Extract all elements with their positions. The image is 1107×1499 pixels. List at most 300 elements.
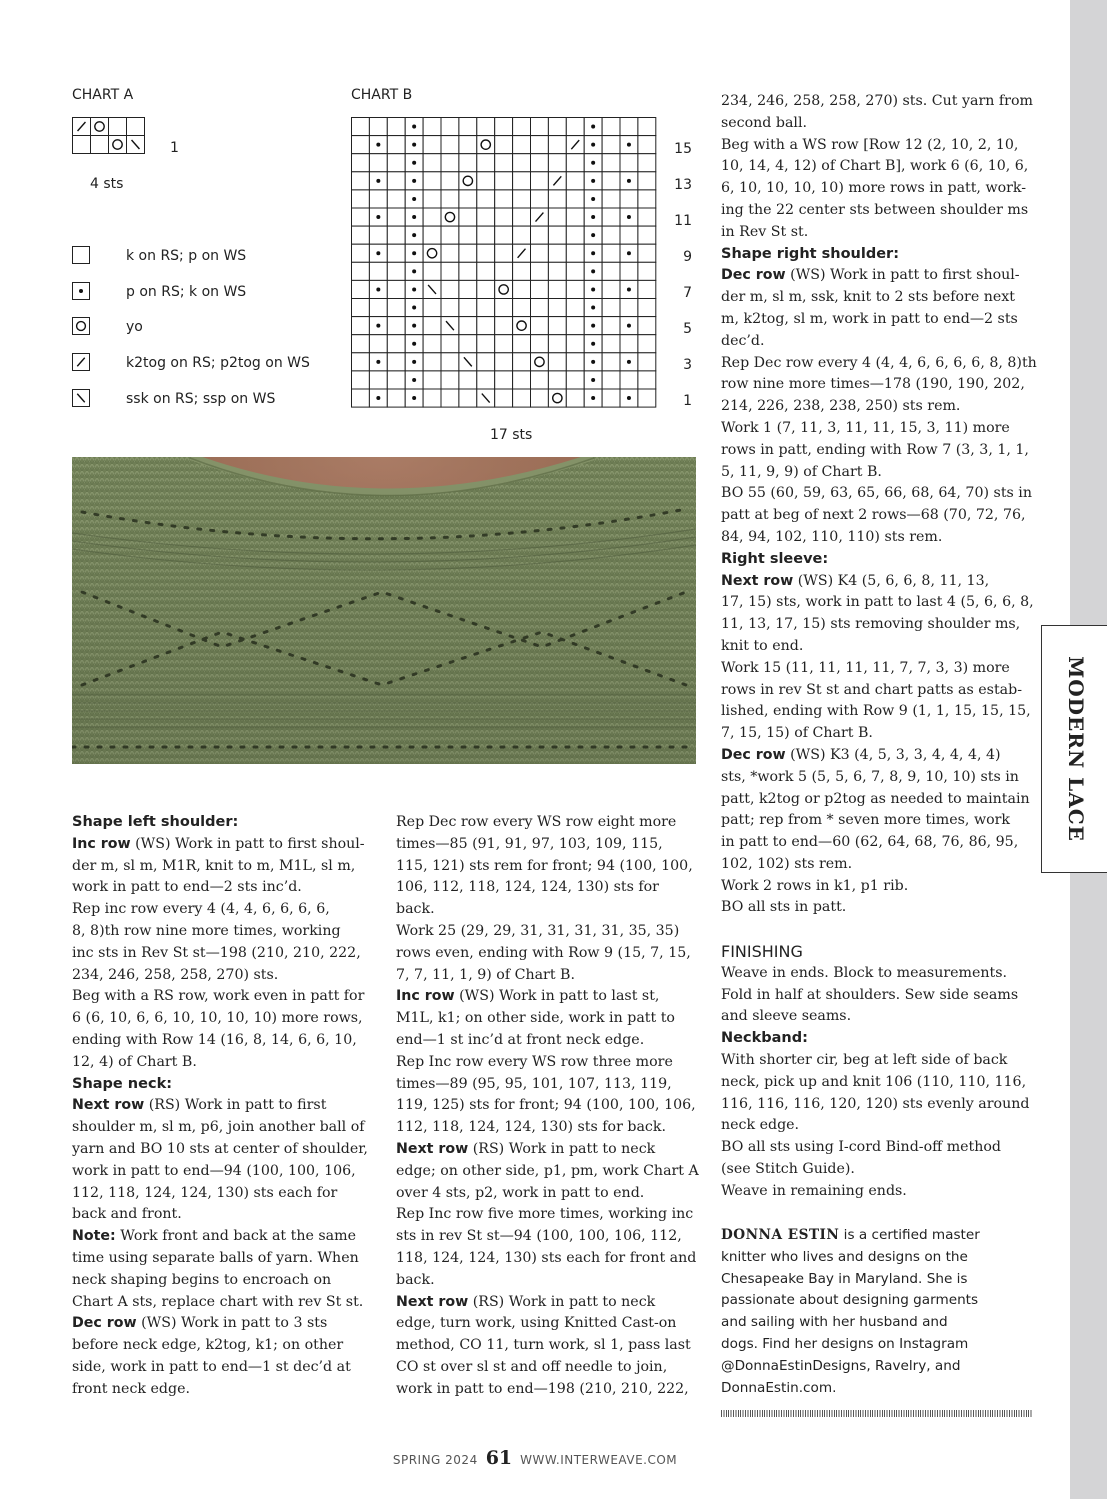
chart-b-cell [566, 371, 584, 389]
chart-b-cell [495, 299, 513, 317]
chart-b-cell [602, 299, 620, 317]
chart-b-cell [531, 172, 549, 190]
knitted-yoke-photo [72, 457, 696, 764]
chart-b-cell [531, 136, 549, 154]
purl-symbol [591, 233, 595, 237]
instruction-paragraph: Work 1 (7, 11, 3, 11, 11, 15, 3, 11) more rows in patt, ending with Row 7 (3, 3, 1, 1, 5, 11, 9, 9) of Chart B. [721, 419, 1029, 480]
chart-b-cell [477, 335, 495, 353]
footer-issue: SPRING 2024 [392, 1453, 478, 1467]
purl-symbol [591, 215, 595, 219]
purl-symbol [591, 269, 595, 273]
chart-b-cell [387, 389, 405, 407]
chart-b-cell [638, 154, 656, 172]
chart-b-row-number: 3 [683, 357, 692, 373]
chart-b-cell [423, 244, 441, 262]
purl-symbol [412, 161, 416, 165]
chart-b-cell [477, 208, 495, 226]
chart-b-cell [566, 154, 584, 172]
purl-symbol [591, 306, 595, 310]
instruction-paragraph: Weave in ends. Block to measurements. Fold in half at shoulders. Sew side seams and sleeve seams. [721, 964, 1019, 1025]
chart-b-cell [513, 226, 531, 244]
chart-b-cell [477, 154, 495, 172]
purl-symbol [627, 251, 631, 255]
instruction-paragraph: Beg with a RS row, work even in patt for 6 (6, 10, 6, 6, 10, 10, 10, 10) more rows, ending with Row 14 (16, 8, 14, 6, 6, 10, 12, 4) of Chart B. [72, 988, 365, 1070]
spacer [721, 919, 1041, 941]
chart-b-cell [387, 335, 405, 353]
chart-b-cell [513, 208, 531, 226]
chart-b-cell [638, 262, 656, 280]
chart-b-cell [459, 244, 477, 262]
chart-b-row-number: 5 [683, 321, 692, 337]
chart-b-row-number: 7 [683, 285, 692, 301]
instructions-column-3 [721, 91, 1041, 1203]
chart-b-cell [602, 208, 620, 226]
chart-b-cell [531, 154, 549, 172]
purl-symbol [591, 161, 595, 165]
designer-bio-text: is a certified master knitter who lives and designs on the Chesapeake Bay in Maryland. She is passionate about designing garments and sailing with her husband and dogs. Find her designs on Instagram @DonnaEstinDesigns, Ravelry, and DonnaEstin.com. [721, 1227, 980, 1396]
chart-b-cell [566, 262, 584, 280]
instruction-lead: Note: [72, 1228, 116, 1245]
chart-b-cell [477, 280, 495, 298]
chart-b-cell [531, 317, 549, 335]
chart-b-cell [513, 389, 531, 407]
purl-symbol [591, 197, 595, 201]
instruction-paragraph: BO all sts using I-cord Bind-off method (see Stitch Guide). [721, 1139, 1002, 1178]
chart-b-cell [352, 244, 370, 262]
instruction-paragraph: 234, 246, 258, 258, 270) sts. Cut yarn from second ball. [721, 93, 1033, 131]
instruction-paragraph: Rep Dec row every WS row eight more times—85 (91, 91, 97, 103, 109, 115, 115, 121) sts rem for front; 94 (100, 100, 106, 112, 118, 124, 124, 130) sts for back. [396, 814, 693, 918]
chart-b-cell [441, 371, 459, 389]
chart-b-cell [548, 208, 566, 226]
chart-b-cell [620, 226, 638, 244]
designer-bio [721, 1225, 1041, 1399]
purl-symbol [376, 251, 380, 255]
chart-b-cell [352, 353, 370, 371]
purl-symbol [591, 324, 595, 328]
chart-b-cell [495, 353, 513, 371]
purl-symbol [591, 396, 595, 400]
chart-b-cell [620, 371, 638, 389]
chart-b-title: CHART B [351, 87, 413, 103]
instruction-paragraph: Work 15 (11, 11, 11, 11, 7, 7, 3, 3) more rows in rev St st and chart patts as estab- lished, ending with Row 9 (1, 1, 15, 15, 15, 7, 15, 15) of Chart B. [721, 659, 1031, 742]
chart-b-cell [459, 136, 477, 154]
chart-b-cell [387, 280, 405, 298]
chart-b-cell [566, 280, 584, 298]
chart-b-cell [513, 262, 531, 280]
chart-b-cell [352, 136, 370, 154]
instruction-paragraph: Dec row (WS) Work in patt to first shoul- der m, sl m, ssk, knit to 2 sts before next m, k2tog, sl m, work in patt to end—2 sts dec’d. [721, 267, 1020, 349]
purl-symbol [412, 215, 416, 219]
instruction-lead: Inc row [72, 835, 131, 852]
instruction-paragraph: Work 25 (29, 29, 31, 31, 31, 31, 35, 35) rows even, ending with Row 9 (15, 7, 15, 7, 7, 11, 1, 9) of Chart B. [396, 922, 691, 983]
purl-symbol [412, 306, 416, 310]
purl-symbol [376, 143, 380, 147]
instruction-paragraph: Next row (RS) Work in patt to neck edge, turn work, using Knitted Cast-on method, CO 11, turn work, sl 1, pass last CO st over sl st and off needle to join, work in patt to end—198 (210, 210, 222, [396, 1293, 691, 1397]
chart-a-cell [127, 118, 145, 136]
chart-b-cell [387, 172, 405, 190]
chart-b-cell [602, 335, 620, 353]
chart-b-cell [495, 317, 513, 335]
chart-b-cell [602, 389, 620, 407]
chart-b-cell [459, 335, 477, 353]
instruction-paragraph: Rep inc row every 4 (4, 4, 6, 6, 6, 6, 8, 8)th row nine more times, working inc sts in Rev St st—198 (210, 210, 222, 234, 246, 258, 258, 270) sts. [72, 901, 361, 983]
section-heading: FINISHING [721, 942, 803, 962]
chart-b-cell [441, 389, 459, 407]
footer-url: WWW.INTERWEAVE.COM [520, 1453, 678, 1467]
purl-symbol [591, 360, 595, 364]
chart-b-cell [352, 262, 370, 280]
purl-symbol [627, 287, 631, 291]
chart-b-cell [423, 317, 441, 335]
chart-b-cell [369, 371, 387, 389]
chart-b-cell [638, 335, 656, 353]
chart-b-cell [495, 244, 513, 262]
legend-p-icon [72, 282, 92, 302]
chart-b-cell [441, 262, 459, 280]
chart-b-cell [620, 262, 638, 280]
legend-label: k on RS; p on WS [126, 248, 247, 264]
chart-b-cell [352, 208, 370, 226]
instruction-paragraph: Dec row (WS) Work in patt to 3 sts before neck edge, k2tog, k1; on other side, work in patt to end—1 st dec’d at front neck edge. [72, 1315, 351, 1397]
chart-b-cell [387, 154, 405, 172]
chart-b-cell [495, 371, 513, 389]
chart-b-cell [566, 317, 584, 335]
chart-b-cell [423, 136, 441, 154]
chart-b-cell [495, 172, 513, 190]
legend-item [72, 317, 372, 337]
chart-b-cell [477, 172, 495, 190]
chart-b-cell [602, 172, 620, 190]
chart-b-cell [441, 299, 459, 317]
chart-a-cell [109, 118, 127, 136]
purl-symbol [412, 197, 416, 201]
chart-b-cell [638, 244, 656, 262]
purl-symbol [591, 342, 595, 346]
chart-a-cell [73, 136, 91, 154]
chart-b-cell [459, 118, 477, 136]
section-tab [1041, 625, 1107, 873]
chart-b-row-number: 11 [674, 213, 692, 229]
instruction-lead: Next row [396, 1293, 469, 1310]
chart-b-cell [387, 190, 405, 208]
chart-b-cell [423, 154, 441, 172]
chart-b-cell [531, 190, 549, 208]
instruction-paragraph: Inc row (WS) Work in patt to first shoul- der m, sl m, M1R, knit to m, M1L, sl m, work in patt to end—2 sts inc’d. [72, 835, 365, 896]
chart-b-cell [513, 190, 531, 208]
instruction-lead: Dec row [72, 1315, 137, 1332]
instruction-paragraph: Work 2 rows in k1, p1 rib. [721, 877, 909, 894]
instruction-lead: Dec row [721, 267, 786, 284]
chart-b-cell [566, 389, 584, 407]
instruction-paragraph: Next row (RS) Work in patt to neck edge; on other side, p1, pm, work Chart A over 4 sts, p2, work in patt to end. [396, 1140, 699, 1201]
chart-a-row-number: 1 [170, 140, 179, 156]
instruction-lead: Dec row [721, 746, 786, 763]
chart-b-cell [495, 208, 513, 226]
chart-b-cell [477, 371, 495, 389]
chart-b-cell [477, 190, 495, 208]
chart-b-cell [531, 262, 549, 280]
chart-b-cell [352, 371, 370, 389]
chart-b-cell [638, 353, 656, 371]
chart-b-cell [495, 136, 513, 154]
chart-b-cell [548, 190, 566, 208]
chart-b-cell [459, 226, 477, 244]
purl-symbol [591, 287, 595, 291]
chart-b-cell [477, 299, 495, 317]
legend-label: yo [126, 319, 143, 336]
chart-a-cell [91, 118, 109, 136]
purl-symbol [412, 233, 416, 237]
chart-b-cell [369, 262, 387, 280]
instruction-paragraph: Next row (WS) K4 (5, 6, 6, 8, 11, 13, 17, 15) sts, work in patt to last 4 (5, 6, 6, 8, 11, 13, 17, 15) sts removing shoulder ms, knit to end. [721, 572, 1034, 654]
chart-b-cell [531, 335, 549, 353]
chart-b-cell [459, 299, 477, 317]
instruction-lead: Next row [396, 1140, 469, 1157]
chart-b-cell [352, 226, 370, 244]
chart-b-cell [441, 172, 459, 190]
chart-b-cell [369, 118, 387, 136]
chart-b-cell [423, 208, 441, 226]
chart-b-cell [423, 335, 441, 353]
subsection-heading: Right sleeve: [721, 550, 829, 567]
chart-b-cell [638, 299, 656, 317]
chart-b-cell [548, 262, 566, 280]
instruction-paragraph: Weave in remaining ends. [721, 1182, 907, 1199]
chart-b-width-label: 17 sts [490, 427, 533, 443]
chart-b-cell [638, 226, 656, 244]
legend-item [72, 389, 372, 409]
chart-b-cell [387, 208, 405, 226]
chart-b-cell [387, 353, 405, 371]
chart-b-cell [352, 154, 370, 172]
chart-b-cell [369, 335, 387, 353]
chart-a-cell [91, 136, 109, 154]
purl-symbol [412, 251, 416, 255]
chart-b-cell [477, 262, 495, 280]
chart-b-row-number: 9 [683, 249, 692, 265]
chart-b-cell [459, 371, 477, 389]
chart-b-cell [459, 280, 477, 298]
chart-b-cell [548, 136, 566, 154]
chart-b-cell [441, 118, 459, 136]
purl-symbol [412, 378, 416, 382]
legend-label: k2tog on RS; p2tog on WS [126, 355, 310, 372]
instruction-paragraph: With shorter cir, beg at left side of back neck, pick up and knit 106 (110, 110, 116, 116, 116, 116, 120, 120) sts evenly around neck edge. [721, 1052, 1030, 1134]
purl-symbol [412, 143, 416, 147]
chart-b-cell [369, 190, 387, 208]
chart-b-cell [620, 190, 638, 208]
instruction-paragraph: BO 55 (60, 59, 63, 65, 66, 68, 64, 70) sts in patt at beg of next 2 rows—68 (70, 72, 76, 84, 94, 102, 110, 110) sts rem. [721, 485, 1032, 545]
instruction-paragraph: Inc row (WS) Work in patt to last st, M1L, k1; on other side, work in patt to end—1 st inc’d at front neck edge. [396, 988, 675, 1048]
chart-b-cell [387, 299, 405, 317]
chart-b-cell [387, 244, 405, 262]
chart-b-cell [566, 244, 584, 262]
chart-b-cell [423, 190, 441, 208]
instruction-paragraph: Note: Work front and back at the same time using separate balls of yarn. When neck shaping begins to encroach on Chart A sts, replace chart with rev St st. [72, 1228, 364, 1310]
chart-b-cell [477, 244, 495, 262]
chart-b-cell [459, 208, 477, 226]
purl-symbol [376, 215, 380, 219]
chart-b-cell [513, 299, 531, 317]
chart-b-cell [602, 136, 620, 154]
chart-b-row-number: 1 [683, 393, 692, 409]
chart-b-cell [638, 280, 656, 298]
chart-b-cell [548, 226, 566, 244]
chart-b-cell [352, 389, 370, 407]
chart-b-cell [423, 353, 441, 371]
chart-b-cell [602, 118, 620, 136]
subsection-heading: Shape left shoulder: [72, 814, 239, 830]
chart-b-cell [602, 280, 620, 298]
chart-b-cell [495, 190, 513, 208]
legend-item [72, 282, 372, 302]
chart-b-cell [531, 389, 549, 407]
chart-b-cell [531, 299, 549, 317]
chart-b-cell [477, 353, 495, 371]
legend-item [72, 246, 372, 266]
chart-b-cell [531, 280, 549, 298]
chart-b-cell [495, 118, 513, 136]
chart-b-cell [548, 299, 566, 317]
purl-symbol [412, 324, 416, 328]
chart-b-cell [459, 262, 477, 280]
chart-a-cell [109, 136, 127, 154]
chart-b-cell [459, 172, 477, 190]
chart-b-cell [423, 299, 441, 317]
chart-b-cell [548, 371, 566, 389]
chart-b-cell [513, 154, 531, 172]
chart-b-cell [638, 136, 656, 154]
chart-b-cell [638, 172, 656, 190]
chart-b-cell [638, 389, 656, 407]
chart-b-cell [548, 317, 566, 335]
chart-b-cell [477, 226, 495, 244]
chart-b-cell [477, 136, 495, 154]
chart-b-cell [602, 371, 620, 389]
chart-b-cell [548, 244, 566, 262]
chart-b-cell [495, 154, 513, 172]
purl-symbol [627, 179, 631, 183]
page-footer [0, 1447, 1070, 1469]
chart-b-cell [548, 118, 566, 136]
chart-b-cell [548, 389, 566, 407]
instruction-lead: Inc row [396, 988, 455, 1005]
chart-b-cell [620, 154, 638, 172]
purl-symbol [591, 179, 595, 183]
chart-b-cell [513, 280, 531, 298]
chart-b-cell [513, 317, 531, 335]
instruction-paragraph: Rep Inc row five more times, working inc sts in rev St st—94 (100, 100, 106, 112, 118, 124, 124, 130) sts each for front and back. [396, 1206, 697, 1288]
chart-b-cell [548, 280, 566, 298]
chart-b-cell [441, 353, 459, 371]
chart-b-cell [423, 389, 441, 407]
chart-b-cell [602, 244, 620, 262]
chart-b-cell [387, 226, 405, 244]
chart-b-row-number: 15 [674, 141, 692, 157]
purl-symbol [412, 360, 416, 364]
chart-b-cell [548, 353, 566, 371]
chart-b-cell [387, 136, 405, 154]
purl-symbol [627, 360, 631, 364]
chart-a-grid [72, 117, 146, 155]
chart-b-cell [513, 172, 531, 190]
chart-b-cell [531, 118, 549, 136]
chart-b-cell [495, 226, 513, 244]
chart-b-cell [459, 317, 477, 335]
chart-b-cell [566, 190, 584, 208]
chart-b-cell [566, 335, 584, 353]
chart-b-cell [441, 280, 459, 298]
legend-label: p on RS; k on WS [126, 283, 247, 300]
purl-symbol [79, 289, 83, 293]
purl-symbol [627, 143, 631, 147]
chart-b-cell [638, 190, 656, 208]
end-rule [721, 1410, 1033, 1417]
purl-symbol [627, 396, 631, 400]
chart-b-cell [566, 299, 584, 317]
instruction-paragraph: Next row (RS) Work in patt to first shoulder m, sl m, p6, join another ball of yarn and BO 10 sts at center of shoulder, work in patt to end—94 (100, 100, 106, 112, 118, 124, 124, 130) sts each for back and front. [72, 1097, 368, 1223]
chart-b-cell [495, 335, 513, 353]
chart-b-cell [602, 154, 620, 172]
chart-b-cell [513, 335, 531, 353]
purl-symbol [412, 342, 416, 346]
chart-b-cell [441, 226, 459, 244]
chart-b-cell [638, 317, 656, 335]
chart-b-cell [423, 226, 441, 244]
chart-b-cell [352, 190, 370, 208]
chart-b-cell [513, 118, 531, 136]
chart-b-cell [495, 280, 513, 298]
chart-b-cell [602, 226, 620, 244]
instruction-paragraph: BO all sts in patt. [721, 899, 847, 916]
chart-b-cell [602, 190, 620, 208]
chart-b-cell [387, 371, 405, 389]
purl-symbol [376, 287, 380, 291]
chart-b-cell [352, 299, 370, 317]
chart-b-cell [423, 172, 441, 190]
purl-symbol [591, 125, 595, 129]
instruction-lead: Next row [721, 572, 794, 589]
designer-name: DONNA ESTIN [721, 1227, 840, 1243]
instruction-paragraph: Dec row (WS) K3 (4, 5, 3, 3, 4, 4, 4, 4) sts, *work 5 (5, 5, 6, 7, 8, 9, 10, 10) sts in patt, k2tog or p2tog as needed to maintain patt; rep from * seven more times, work in patt to end—60 (62, 64, 68, 76, 86, 95, 102, 102) sts rem. [721, 746, 1030, 872]
chart-b-cell [352, 335, 370, 353]
purl-symbol [412, 179, 416, 183]
chart-b-cell [602, 353, 620, 371]
legend-k-icon [72, 246, 92, 266]
chart-b-cell [477, 118, 495, 136]
purl-symbol [412, 125, 416, 129]
chart-b-cell [638, 371, 656, 389]
chart-b-cell [369, 299, 387, 317]
chart-b-cell [531, 353, 549, 371]
instructions-column-1 [72, 812, 382, 1401]
chart-b-cell [602, 262, 620, 280]
chart-b-cell [620, 335, 638, 353]
purl-symbol [591, 378, 595, 382]
instruction-paragraph: Rep Inc row every WS row three more times—89 (95, 95, 101, 107, 113, 119, 119, 125) sts for front; 94 (100, 100, 106, 112, 118, 124, 124, 130) sts for back. [396, 1053, 696, 1136]
chart-b-cell [513, 353, 531, 371]
chart-b-row-number: 13 [674, 177, 692, 193]
chart-a-title: CHART A [72, 87, 134, 103]
subsection-heading: Shape neck: [72, 1075, 173, 1092]
purl-symbol [376, 179, 380, 183]
chart-b-cell [531, 371, 549, 389]
chart-b-cell [531, 226, 549, 244]
purl-symbol [627, 324, 631, 328]
instruction-paragraph: Rep Dec row every 4 (4, 4, 6, 6, 6, 6, 8, 8)th row nine more times—178 (190, 190, 202, 214, 226, 238, 238, 250) sts rem. [721, 354, 1037, 415]
chart-b-cell [387, 317, 405, 335]
purl-symbol [412, 287, 416, 291]
